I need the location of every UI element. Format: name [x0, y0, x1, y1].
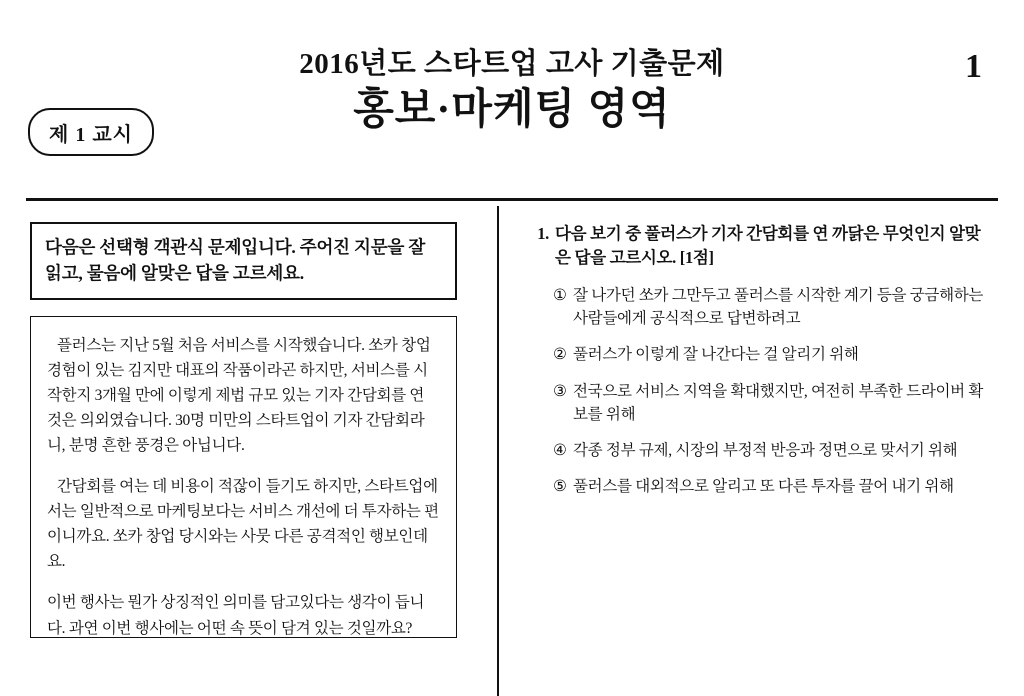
question-number: 1. [537, 224, 549, 243]
page-header [0, 0, 1024, 180]
choice-option[interactable] [553, 475, 990, 498]
subject-title: 홍보·마케팅 영역 [353, 87, 671, 134]
choice-label: 잘 나가던 쏘카 그만두고 풀러스를 시작한 계기 등을 궁금해하는 사람들에게 공식적으로 답변하려고 [573, 286, 984, 328]
title-block [0, 48, 1024, 134]
exam-title: 2016년도 스타트업 고사 기출문제 [299, 48, 725, 80]
passage-box [30, 316, 457, 638]
choice-option[interactable] [553, 380, 990, 427]
choice-list [527, 284, 990, 499]
choice-option[interactable] [553, 284, 990, 331]
left-column [0, 210, 497, 696]
choice-marker-icon: ③ [553, 382, 567, 400]
choice-marker-icon: ① [553, 286, 567, 304]
passage-paragraph: 이번 행사는 뭔가 상징적인 의미를 담고있다는 생각이 듭니다. 과연 이번 행사에는 어떤 속 뜻이 담겨 있는 것일까요? [47, 594, 425, 637]
right-column [497, 210, 1024, 696]
choice-marker-icon: ④ [553, 442, 567, 460]
choice-label: 전국으로 서비스 지역을 확대했지만, 여전히 부족한 드라이버 확보를 위해 [573, 382, 984, 423]
passage-paragraph: 플러스는 지난 5월 처음 서비스를 시작했습니다. 쏘카 창업 경험이 있는 김지만 대표의 작품이라곤 하지만, 서비스를 시작한지 3개월 만에 이렇게 제법 규모 있는 기자 간담회를 연 것은 의외였습니다. 30명 미만의 스타트업이 기자 간담회라니, 분명 흔한 풍경은 아닙니다. [47, 336, 431, 454]
choice-marker-icon: ⑤ [553, 478, 567, 496]
choice-option[interactable] [553, 343, 990, 366]
choice-label: 풀러스가 이렇게 잘 나간다는 걸 알리기 위해 [573, 346, 859, 364]
choice-label: 각종 정부 규제, 시장의 부정적 반응과 정면으로 맞서기 위해 [573, 442, 958, 460]
period-badge: 제 1 교시 [28, 108, 154, 156]
choice-option[interactable] [553, 439, 990, 462]
question-1 [527, 222, 990, 270]
content-columns [0, 210, 1024, 696]
choice-marker-icon: ② [553, 346, 567, 364]
choice-label: 풀러스를 대외적으로 알리고 또 다른 투자를 끌어 내기 위해 [573, 478, 954, 496]
question-text: 다음 보기 중 풀러스가 기자 간담회를 연 까닭은 무엇인지 알맞은 답을 고르시오. [1점] [555, 224, 981, 267]
instruction-box: 다음은 선택형 객관식 문제입니다. 주어진 지문을 잘 읽고, 물음에 알맞은 답을 고르세요. [30, 222, 457, 300]
passage-paragraph: 간담회를 여는 데 비용이 적잖이 들기도 하지만, 스타트업에서는 일반적으로 마케팅보다는 서비스 개선에 더 투자하는 편이니까요. 쏘카 창업 당시와는 사뭇 다른 공격적인 행보인데요. [47, 478, 439, 571]
header-divider [26, 198, 998, 201]
page-number: 1 [965, 48, 982, 85]
